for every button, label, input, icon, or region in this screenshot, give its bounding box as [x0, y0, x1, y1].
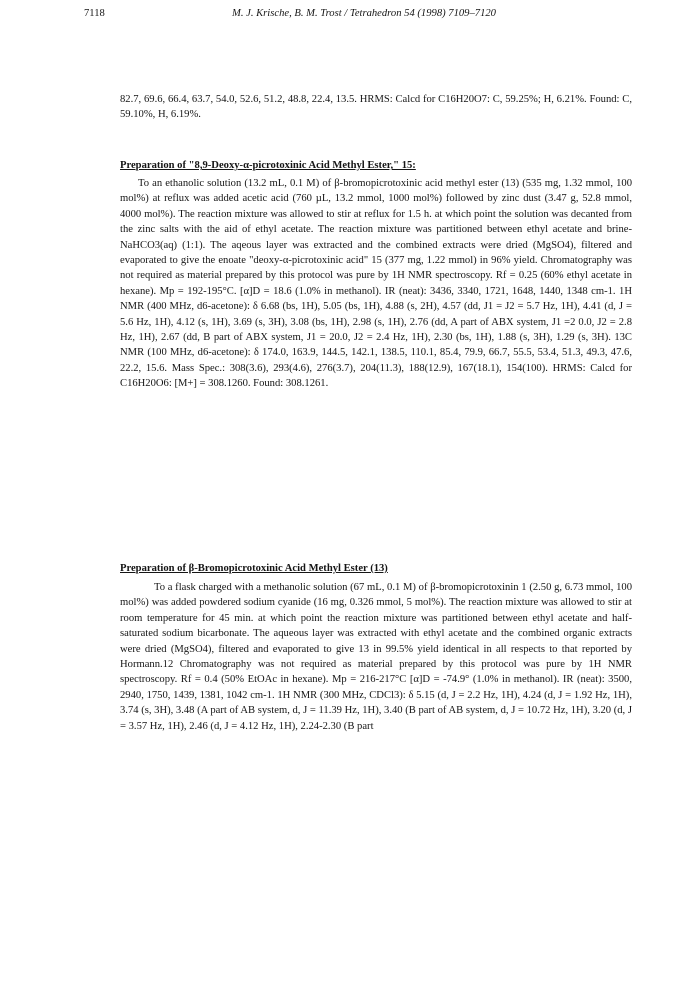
page-header [84, 8, 644, 24]
paragraph-top: 82.7, 69.6, 66.4, 63.7, 54.0, 52.6, 51.2, 48.8, 22.4, 13.5. HRMS: Calcd for C16H20O7: C, 59.25%; H, 6.21%. Found: C, 59.10%, H, 6.19%. [120, 94, 632, 121]
running-head: M. J. Krische, B. M. Trost / Tetrahedron 54 (1998) 7109–7120 [232, 8, 496, 19]
section-heading-bromo: Preparation of β-Bromopicrotoxinic Acid Methyl Ester (13) [120, 563, 388, 574]
paragraph-deoxy-procedure: To an ethanolic solution (13.2 mL, 0.1 M) of β-bromopicrotoxinic acid methyl ester (13) (535 mg, 1.32 mmol, 100 mol%) at reflux was added acetic acid (760 µL, 13.2 mmol, 1000 mol%) followed by zinc dust (3.47 g, 52.8 mmol, 4000 mol%). The reaction mixture was allowed to stir at reflux for 1.5 h. at which point the solution was decanted from the zinc salts with the aid of ethyl acetate. The reaction mixture was partitioned between ethyl acetate and brine-NaHCO3(aq) (1:1). The aqeous layer was extracted and the combined extracts were dried (MgSO4), filtered and evaporated to give the enoate "deoxy-α-picrotoxinic acid" 15 (377 mg, 1.22 mmol) in 96% yield. Chromatography was not required as material prepared by this protocol was pure by 1H NMR spectroscopy. Rf = 0.25 (60% ethyl acetate in hexane). Mp = 192-195°C. [α]D = 18.6 (1.0% in methanol). IR (neat): 3436, 3340, 1721, 1648, 1440, 1348 cm-1. 1H NMR (400 MHz, d6-acetone): δ 6.68 (bs, 1H), 5.05 (bs, 1H), 4.88 (s, 2H), 4.57 (dd, J1 = J2 = 5.7 Hz, 1H), 4.41 (d, J = 5.6 Hz, 1H), 4.12 (s, 1H), 3.69 (s, 3H), 3.08 (bs, 1H), 2.98 (s, 1H), 2.76 (dd, A part of ABX system, J1 =2 0.0, J2 = 2.8 Hz, 1H), 2.67 (dd, B part of ABX system, J1 = 20.0, J2 = 2.4 Hz, 1H), 2.30 (bs, 1H), 1.88 (s, 3H), 1.29 (s, 3H). 13C NMR (100 MHz, d6-acetone): δ 174.0, 163.9, 144.5, 142.1, 138.5, 110.1, 85.4, 79.9, 66.7, 55.5, 53.4, 51.3, 49.3, 47.6, 22.2, 15.6. Mass Spec.: 308(3.6), 293(4.6), 276(3.7), 204(11.3), 188(12.9), 167(18.1), 154(100). HRMS: Calcd for C16H20O6: [M+] = 308.1260. Found: 308.1261. [120, 178, 632, 390]
paragraph-bromo-procedure: To a flask charged with a methanolic solution (67 mL, 0.1 M) of β-bromopicrotoxinin 1 (2.50 g, 6.73 mmol, 100 mol%) was added powdered sodium cyanide (16 mg, 0.326 mmol, 5 mol%). The reaction mixture was allowed to stir at room temperature for 45 min. at which point the reaction mixture was partitioned between ethyl acetate and half-saturated sodium bicarbonate. The aqueous layer was extracted with ethyl acetate and the combined organic extracts were dried (MgSO4), filtered and evaporated to give 13 in 99.5% yield identical in all respects to that reported by Hormann.12 Chromatography was not required as material prepared by this protocol was pure by 1H NMR spectroscopy. Rf = 0.4 (50% EtOAc in hexane). Mp = 216-217°C [α]D = -74.9° (1.0% in methanol). IR (neat): 3500, 2940, 1750, 1439, 1381, 1042 cm-1. 1H NMR (300 MHz, CDCl3): δ 5.15 (d, J = 2.2 Hz, 1H), 4.24 (d, J = 1.92 Hz, 1H), 3.74 (s, 3H), 3.48 (A part of AB system, d, J = 11.39 Hz, 1H), 3.40 (B part of AB system, d, J = 10.72 Hz, 1H), 3.20 (d, J = 3.57 Hz, 1H), 2.46 (d, J = 4.12 Hz, 1H), 2.24-2.30 (B part [120, 582, 632, 732]
page-number: 7118 [84, 8, 105, 19]
section-heading-deoxy: Preparation of "8,9-Deoxy-α-picrotoxinic Acid Methyl Ester," 15: [120, 160, 416, 171]
